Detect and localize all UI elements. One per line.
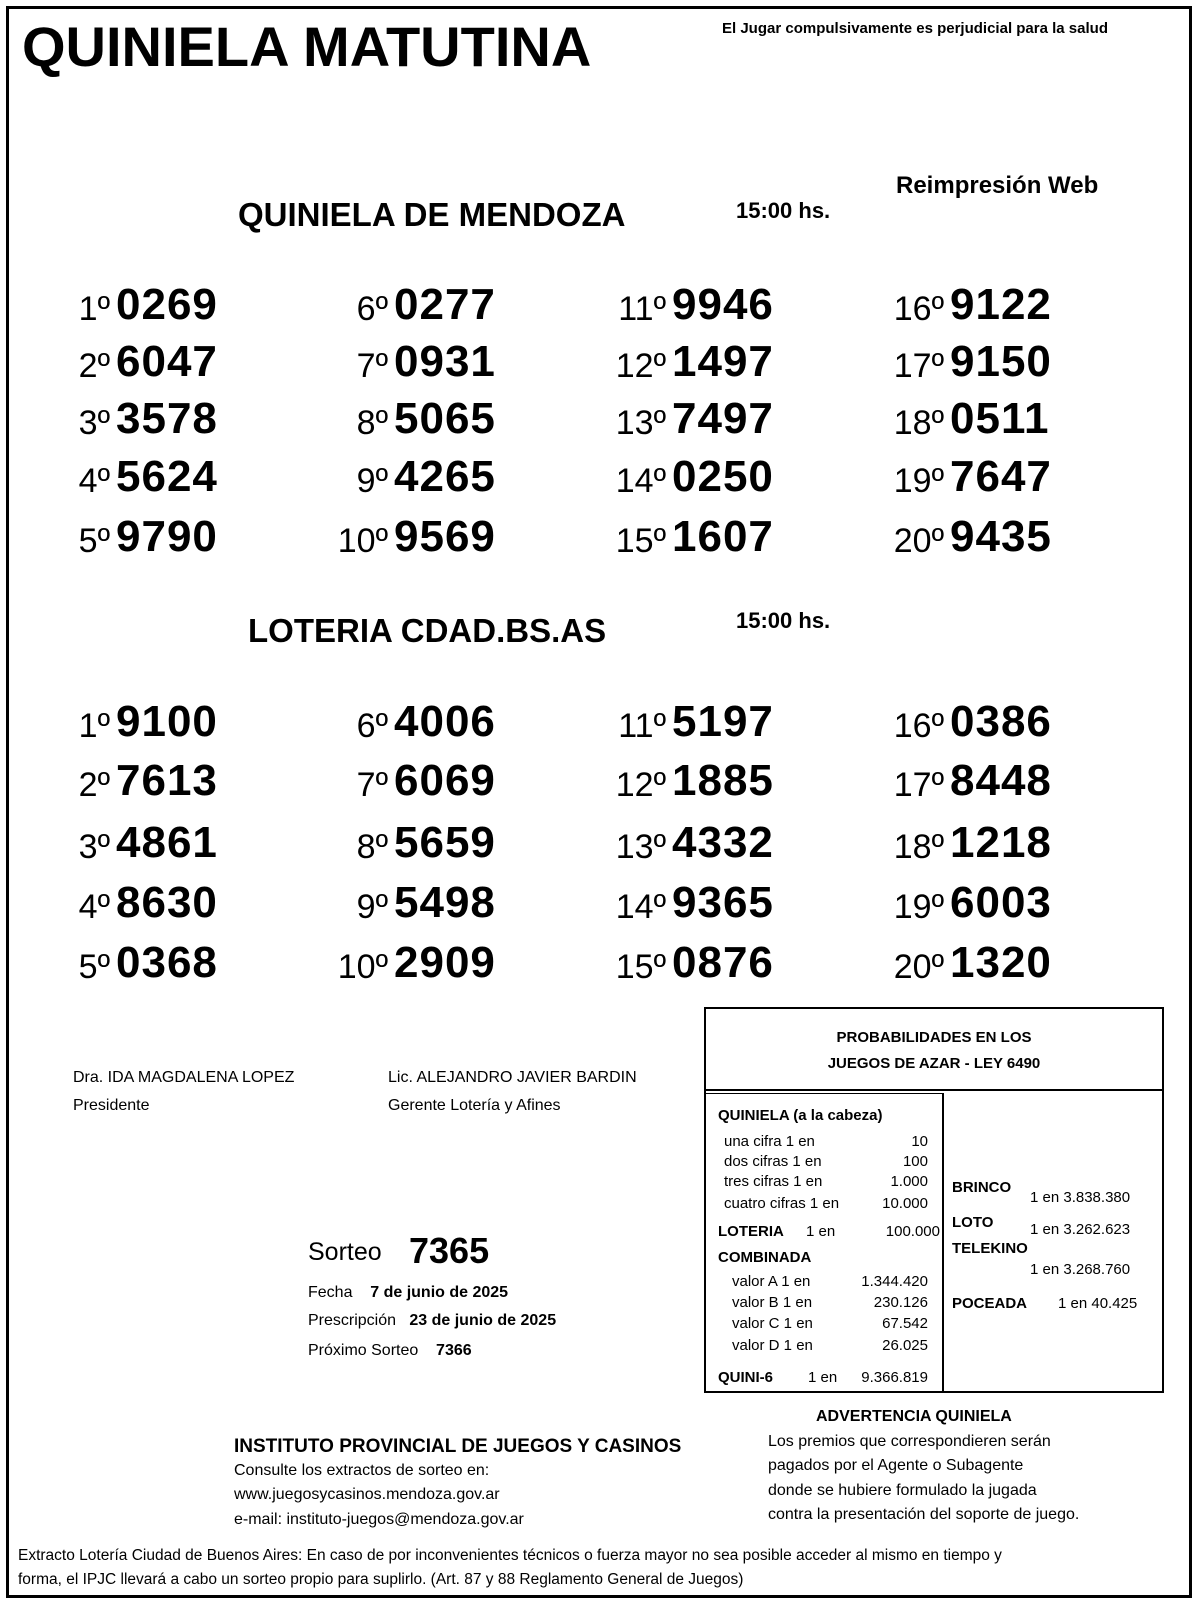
sorteo-number: 7365 (409, 1230, 490, 1271)
result-position: 8º (356, 828, 388, 866)
result-cell (294, 512, 534, 566)
result-position: 15º (615, 948, 666, 986)
section-time-loteria: 15:00 hs. (736, 608, 831, 633)
quiniela-prob-value: 10 (911, 1133, 928, 1150)
result-position: 1º (78, 707, 110, 745)
proximo-label: Próximo Sorteo (308, 1342, 419, 1359)
institute-line-1: Consulte los extractos de sorteo en: (234, 1462, 490, 1479)
result-cell (850, 756, 1090, 810)
result-number: 6069 (394, 756, 496, 805)
result-position: 9º (356, 462, 388, 500)
result-cell (294, 394, 534, 448)
result-cell (850, 280, 1090, 334)
combinada-prob-label: valor A 1 en (732, 1273, 811, 1290)
result-cell (572, 938, 812, 992)
result-number: 1885 (672, 756, 774, 805)
section-title-loteria: LOTERIA CDAD.BS.AS (248, 612, 607, 649)
result-position: 4º (78, 462, 110, 500)
result-number: 5065 (394, 394, 496, 443)
result-position: 20º (893, 522, 944, 560)
result-cell (850, 394, 1090, 448)
institute-website[interactable]: www.juegosycasinos.mendoza.gov.ar (234, 1486, 500, 1503)
combinada-prob-label: valor C 1 en (732, 1315, 813, 1332)
result-position: 13º (615, 404, 666, 442)
result-position: 11º (618, 290, 666, 328)
result-cell (294, 280, 534, 334)
result-number: 1607 (672, 512, 774, 561)
quiniela-prob-value: 100 (902, 1153, 928, 1170)
result-number: 0250 (672, 452, 774, 501)
quiniela-prob-value: 1.000 (890, 1173, 928, 1190)
reprint-label: Reimpresión Web (896, 172, 1099, 199)
result-position: 7º (356, 347, 388, 385)
result-position: 18º (893, 404, 944, 442)
quiniela-prob-label: una cifra 1 en (724, 1133, 815, 1150)
quiniela-prob-label: tres cifras 1 en (724, 1173, 823, 1190)
result-number: 8448 (950, 756, 1052, 805)
fecha-line (308, 1284, 508, 1302)
result-position: 4º (78, 888, 110, 926)
probabilities-header (706, 1009, 1162, 1091)
result-number: 6047 (116, 337, 218, 386)
result-position: 20º (893, 948, 944, 986)
loto-prob-value: 1 en 3.262.623 (1030, 1221, 1131, 1238)
result-number: 7613 (116, 756, 218, 805)
result-position: 2º (78, 347, 110, 385)
loteria-prob-label: LOTERIA (718, 1223, 784, 1240)
result-number: 9100 (116, 697, 218, 746)
prescripcion-value: 23 de junio de 2025 (409, 1312, 557, 1329)
result-position: 10º (337, 522, 388, 560)
result-cell (850, 818, 1090, 872)
result-position: 10º (337, 948, 388, 986)
result-position: 2º (78, 766, 110, 804)
combinada-prob-value: 26.025 (882, 1337, 928, 1354)
combinada-prob-value: 230.126 (873, 1294, 928, 1311)
result-position: 14º (615, 888, 666, 926)
telekino-prob-label: TELEKINO (952, 1240, 1028, 1257)
result-cell (16, 938, 256, 992)
quiniela-prob-value: 10.000 (882, 1195, 928, 1212)
result-number: 1497 (672, 337, 774, 386)
brinco-prob-value: 1 en 3.838.380 (1030, 1189, 1131, 1206)
combinada-prob-label: valor D 1 en (732, 1337, 813, 1354)
result-number: 1218 (950, 818, 1052, 867)
combinada-prob-label: valor B 1 en (732, 1294, 813, 1311)
result-number: 2909 (394, 938, 496, 987)
result-number: 5498 (394, 878, 496, 927)
result-position: 18º (893, 828, 944, 866)
result-cell (572, 878, 812, 932)
result-number: 0269 (116, 280, 218, 329)
institute-email[interactable]: e-mail: instituto-juegos@mendoza.gov.ar (234, 1511, 524, 1528)
quiniela-prob-label: dos cifras 1 en (724, 1153, 822, 1170)
result-cell (294, 337, 534, 391)
result-number: 4861 (116, 818, 218, 867)
poceada-prob-label: POCEADA (952, 1295, 1028, 1312)
result-position: 12º (615, 347, 666, 385)
result-position: 19º (893, 462, 944, 500)
result-number: 0876 (672, 938, 774, 987)
fecha-value: 7 de junio de 2025 (370, 1284, 509, 1301)
section-time-mendoza: 15:00 hs. (736, 198, 831, 223)
result-number: 4265 (394, 452, 496, 501)
result-number: 8630 (116, 878, 218, 927)
result-number: 9150 (950, 337, 1052, 386)
result-cell (572, 337, 812, 391)
result-position: 8º (356, 404, 388, 442)
result-position: 9º (356, 888, 388, 926)
sorteo-label: Sorteo (308, 1238, 382, 1266)
result-position: 14º (615, 462, 666, 500)
advertencia-line-2: pagados por el Agente o Subagente (768, 1457, 1024, 1474)
result-cell (572, 452, 812, 506)
result-number: 4332 (672, 818, 774, 867)
poceada-prob-value: 1 en 40.425 (1058, 1295, 1138, 1312)
result-position: 1º (78, 290, 110, 328)
result-cell (572, 756, 812, 810)
result-number: 0386 (950, 697, 1052, 746)
result-position: 15º (615, 522, 666, 560)
result-number: 1320 (950, 938, 1052, 987)
result-cell (16, 756, 256, 810)
probabilities-box (704, 1007, 1164, 1393)
page-title: QUINIELA MATUTINA (22, 15, 592, 78)
result-position: 11º (618, 707, 666, 745)
result-cell (294, 818, 534, 872)
result-number: 5624 (116, 452, 218, 501)
result-number: 9365 (672, 878, 774, 927)
probabilities-title-1: PROBABILIDADES EN LOS (836, 1029, 1032, 1046)
result-cell (294, 697, 534, 751)
result-number: 0277 (394, 280, 496, 329)
loto-prob-label: LOTO (952, 1214, 994, 1231)
result-number: 9946 (672, 280, 774, 329)
result-cell (16, 878, 256, 932)
result-cell (294, 938, 534, 992)
result-cell (294, 878, 534, 932)
gambling-warning: El Jugar compulsivamente es perjudicial para la salud (722, 20, 1108, 37)
result-position: 19º (893, 888, 944, 926)
quiniela-prob-label: cuatro cifras 1 en (724, 1195, 840, 1212)
signature-right-role: Gerente Lotería y Afines (388, 1097, 561, 1114)
result-number: 0931 (394, 337, 496, 386)
result-cell (16, 512, 256, 566)
result-position: 13º (615, 828, 666, 866)
signature-right-name: Lic. ALEJANDRO JAVIER BARDIN (388, 1069, 637, 1086)
prescripcion-label: Prescripción (308, 1312, 397, 1329)
fecha-label: Fecha (308, 1284, 353, 1301)
result-number: 6003 (950, 878, 1052, 927)
combinada-prob-value: 1.344.420 (861, 1273, 928, 1290)
advertencia-line-1: Los premios que correspondieren serán (768, 1433, 1051, 1450)
combinada-prob-value: 67.542 (882, 1315, 928, 1332)
loteria-prob-value: 100.000 (885, 1223, 940, 1240)
result-cell (850, 452, 1090, 506)
result-position: 6º (356, 290, 388, 328)
footer-line-1: Extracto Lotería Ciudad de Buenos Aires: En caso de por inconvenientes técnicos o fuerza mayor no sea posible acceder al mismo en tiempo y (18, 1547, 1002, 1564)
result-number: 0511 (950, 394, 1050, 443)
result-number: 9435 (950, 512, 1052, 561)
result-number: 9790 (116, 512, 218, 561)
proximo-line (308, 1342, 472, 1360)
result-number: 7497 (672, 394, 774, 443)
result-position: 16º (893, 707, 944, 745)
proximo-value: 7366 (436, 1342, 472, 1359)
result-cell (572, 394, 812, 448)
result-position: 3º (78, 828, 110, 866)
result-position: 5º (78, 948, 110, 986)
result-cell (16, 337, 256, 391)
footer-line-2: forma, el IPJC llevará a cabo un sorteo propio para suplirlo. (Art. 87 y 88 Reglamento General de Juegos) (18, 1571, 744, 1588)
result-position: 7º (356, 766, 388, 804)
result-position: 5º (78, 522, 110, 560)
result-number: 9122 (950, 280, 1052, 329)
advertencia-title: ADVERTENCIA QUINIELA (816, 1408, 1012, 1425)
result-cell (572, 512, 812, 566)
telekino-prob-value: 1 en 3.268.760 (1030, 1261, 1131, 1278)
result-cell (294, 756, 534, 810)
result-position: 6º (356, 707, 388, 745)
result-cell (850, 337, 1090, 391)
loteria-prob-mid: 1 en (806, 1223, 836, 1240)
result-position: 3º (78, 404, 110, 442)
result-cell (850, 512, 1090, 566)
quini6-prob-mid: 1 en (808, 1369, 838, 1386)
result-number: 3578 (116, 394, 218, 443)
result-number: 4006 (394, 697, 496, 746)
result-cell (16, 452, 256, 506)
probabilities-title-2: JUEGOS DE AZAR - LEY 6490 (827, 1055, 1041, 1072)
quiniela-prob-title: QUINIELA (a la cabeza) (718, 1107, 883, 1124)
result-cell (16, 818, 256, 872)
result-number: 0368 (116, 938, 218, 987)
result-cell (572, 818, 812, 872)
result-position: 17º (893, 347, 944, 385)
advertencia-line-3: donde se hubiere formulado la jugada (768, 1482, 1037, 1499)
result-number: 5659 (394, 818, 496, 867)
result-position: 16º (893, 290, 944, 328)
quini6-prob-value: 9.366.819 (861, 1369, 928, 1386)
brinco-prob-label: BRINCO (952, 1179, 1012, 1196)
result-cell (850, 697, 1090, 751)
result-number: 9569 (394, 512, 496, 561)
result-position: 17º (893, 766, 944, 804)
result-cell (16, 697, 256, 751)
institute-title: INSTITUTO PROVINCIAL DE JUEGOS Y CASINOS (234, 1436, 682, 1457)
result-position: 12º (615, 766, 666, 804)
result-cell (294, 452, 534, 506)
result-cell (572, 280, 812, 334)
result-cell (16, 280, 256, 334)
advertencia-line-4: contra la presentación del soporte de juego. (768, 1506, 1080, 1523)
prescripcion-line (308, 1312, 556, 1330)
combinada-prob-title: COMBINADA (718, 1249, 812, 1266)
section-title-mendoza: QUINIELA DE MENDOZA (238, 196, 626, 233)
signature-left-name: Dra. IDA MAGDALENA LOPEZ (73, 1069, 295, 1086)
result-number: 5197 (672, 697, 774, 746)
result-cell (850, 938, 1090, 992)
result-number: 7647 (950, 452, 1052, 501)
quini6-prob-label: QUINI-6 (718, 1369, 774, 1386)
result-cell (16, 394, 256, 448)
result-cell (850, 878, 1090, 932)
signature-left-role: Presidente (73, 1097, 150, 1114)
result-cell (572, 697, 812, 751)
